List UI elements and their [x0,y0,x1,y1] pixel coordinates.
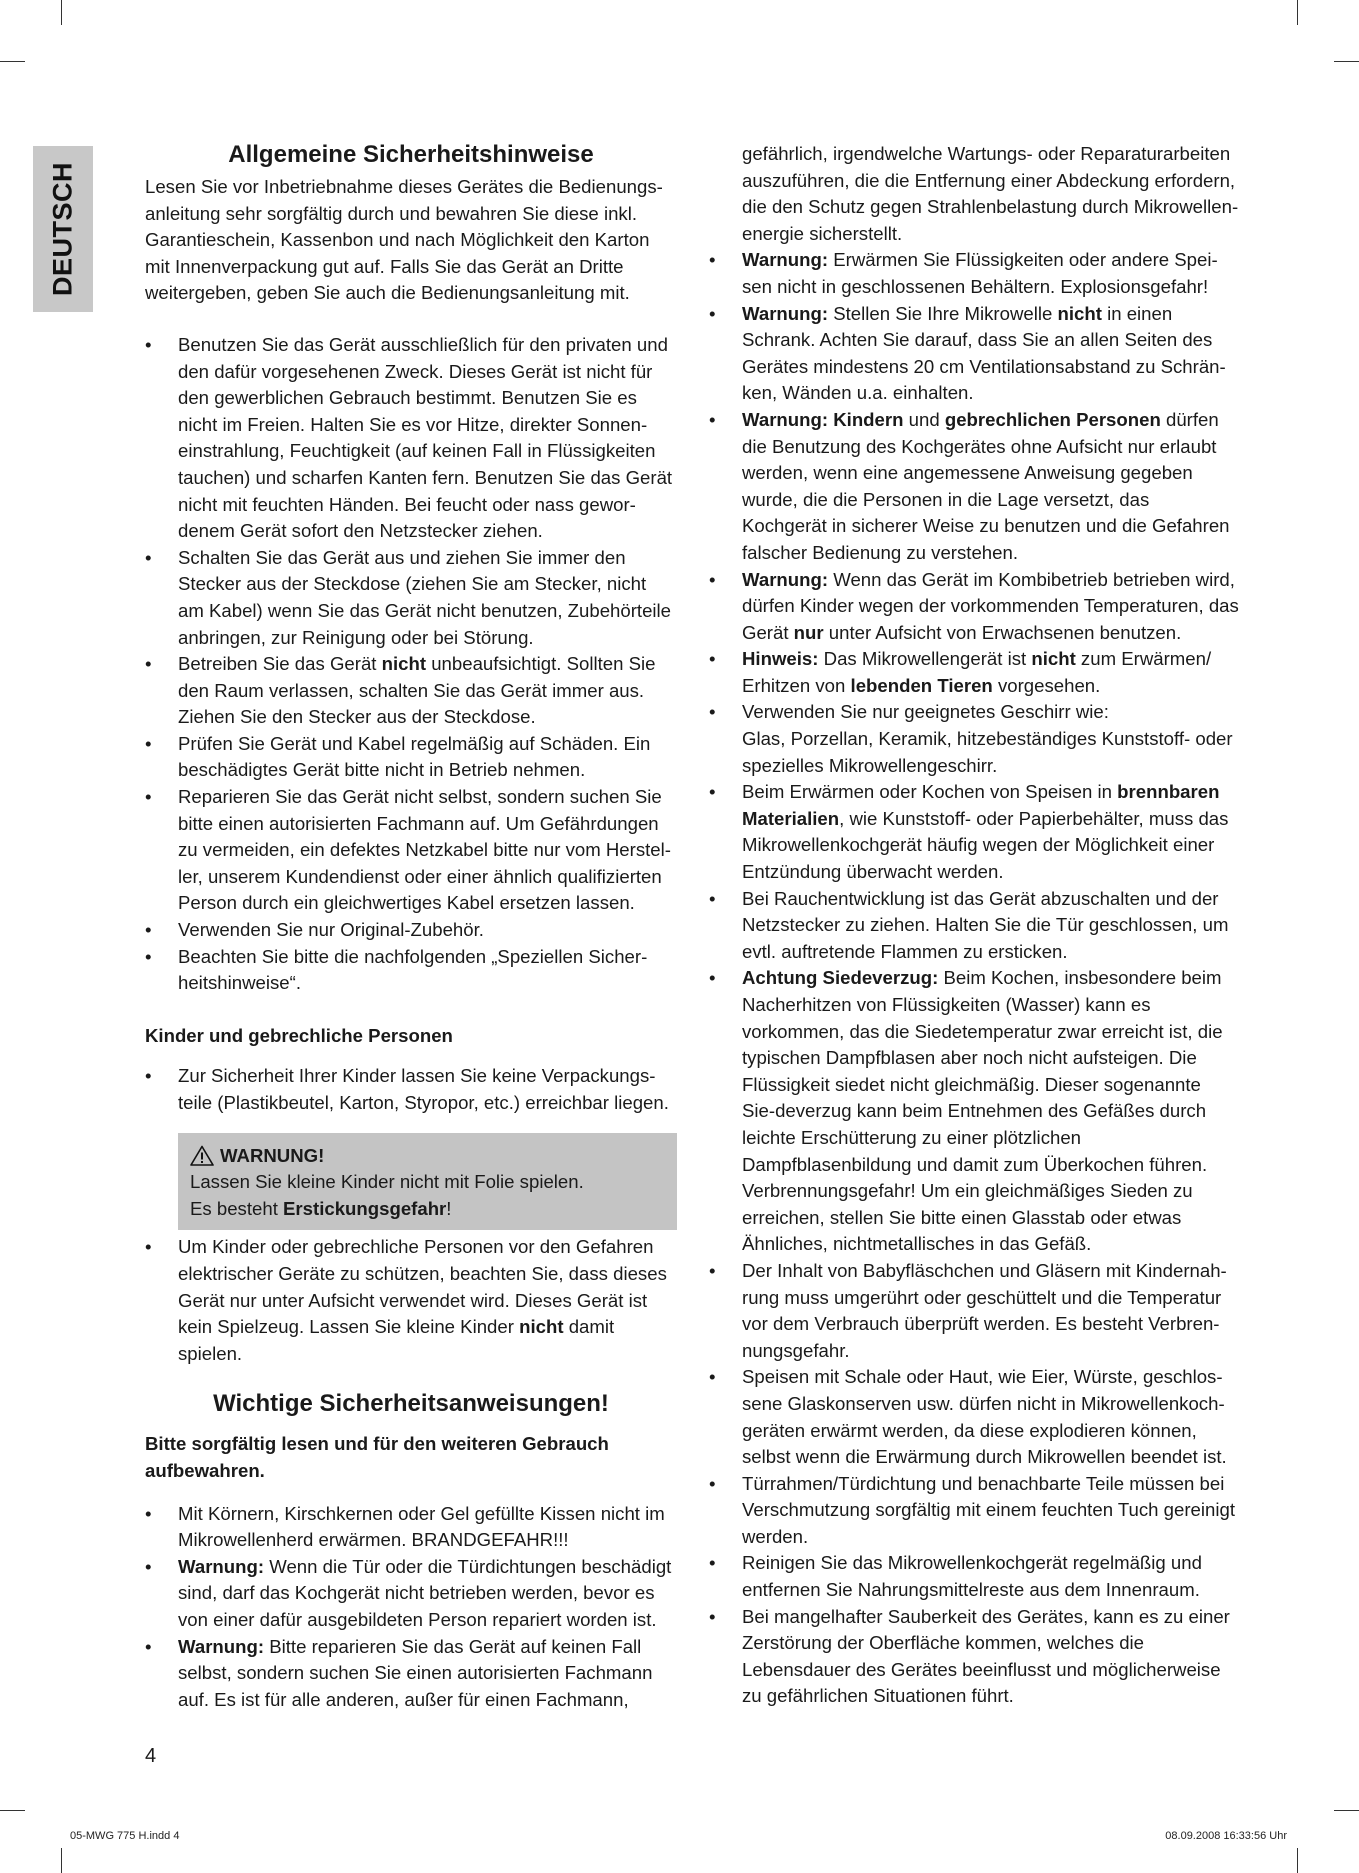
list-item: • Warnung: Kindern und gebrechlichen Personen dürfen die Benutzung des Kochgerätes ohne Aufsicht nur erlaubt werden, wenn eine angemessene Anweisung gegeben wurde, die die Personen in die Lage versetzt, das Kochgerät in sicherer Weise zu benutzen und die Gefahren falscher Bedienung zu verstehen. [709,407,1239,567]
list-item: • Warnung: Stellen Sie Ihre Mikrowelle nicht in einen Schrank. Achten Sie darauf, dass Sie an allen Seiten des Gerätes mindestens 20 cm Ventilationsabstand zu Schrän-ken, Wänden u.a. einhalten. [709,301,1239,407]
continued-paragraph: gefährlich, irgendwelche Wartungs- oder Reparaturarbeiten auszuführen, die die Entfernung einer Abdeckung erfordern, die den Schutz gegen Strahlenbelastung durch Mikrowellen-energie sicherstellt. [742,143,1239,244]
warning-box [178,1133,677,1231]
warning-header [190,1143,665,1170]
footer-timestamp: 08.09.2008 16:33:56 Uhr [1165,1830,1287,1842]
list-item: • Zur Sicherheit Ihrer Kinder lassen Sie keine Verpackungs-teile (Plastikbeutel, Karton, Styropor, etc.) erreichbar liegen. [145,1063,677,1116]
warning-triangle-icon [190,1145,214,1166]
crop-mark [0,61,25,62]
list-item: • Speisen mit Schale oder Haut, wie Eier, Würste, geschlos-sene Glaskonserven usw. dürfen nicht in Mikrowellenkoch-geräten erwärmt werden, da diese explodieren können, selbst wenn die Erwärmung durch Mikrowellen beendet ist. [709,1364,1239,1470]
list-item: • Hinweis: Das Mikrowellengerät ist nicht zum Erwärmen/ Erhitzen von lebenden Tieren vorgesehen. [709,646,1239,699]
list-item: • Schalten Sie das Gerät aus und ziehen Sie immer den Stecker aus der Steckdose (ziehen Sie am Stecker, nicht am Kabel) wenn Sie das Gerät nicht benutzen, Zubehörteile anbringen, zur Reinigung oder bei Störung. [145,545,677,651]
list-item: • Achtung Siedeverzug: Beim Kochen, insbesondere beim Nacherhitzen von Flüssigkeiten (Wasser) kann es vorkommen, das die Siedetemperatur zwar erreicht ist, die typischen Dampfblasen aber noch nicht aufsteigen. Die Flüssigkeit siedet nicht gleichmäßig. Dieser sogenannte Sie-deverzug kann beim Entnehmen des Gefäßes durch leichte Erschütterung zu einer plötzlichen Dampfblasenbildung und damit zum Überkochen führen. Verbrennungsgefahr! Um ein gleichmäßiges Sieden zu erreichen, stellen Sie bitte einen Glasstab oder etwas Ähnliches, nichtmetallisches in das Gefäß. [709,965,1239,1258]
list-item: • Der Inhalt von Babyfläschchen und Gläsern mit Kindernah-rung muss umgerührt oder geschüttelt und die Temperatur vor dem Verbrauch überprüft werden. Es besteht Verbren-nungsgefahr. [709,1258,1239,1364]
crop-mark [1334,1810,1359,1811]
crop-mark [1297,1848,1298,1873]
children-list-2 [145,1234,677,1367]
language-tab-label: DEUTSCH [47,161,78,297]
footer-file-info: 05-MWG 775 H.indd 4 [70,1830,180,1842]
crop-mark [0,1810,25,1811]
list-item: • Betreiben Sie das Gerät nicht unbeaufsichtigt. Sollten Sie den Raum verlassen, schalten Sie das Gerät immer aus. Ziehen Sie den Stecker aus der Steckdose. [145,651,677,731]
intro-paragraph: Lesen Sie vor Inbetriebnahme dieses Gerätes die Bedienungs-anleitung sehr sorgfältig durch und bewahren Sie diese inkl. Garantieschein, Kassenbon und nach Möglichkeit den Karton mit Innenverpackung gut auf. Falls Sie das Gerät an Dritte weitergeben, geben Sie auch die Bedienungsanleitung mit. [145,176,663,304]
list-item: • Warnung: Wenn die Tür oder die Türdichtungen beschädigt sind, darf das Kochgerät nicht betrieben werden, bevor es von einer dafür ausgebildeten Person repariert worden ist. [145,1554,677,1634]
children-list [145,1063,677,1116]
warning-title: WARNUNG! [220,1144,325,1166]
important-list [145,1501,677,1714]
list-item: • Reparieren Sie das Gerät nicht selbst, sondern suchen Sie bitte einen autorisierten Fachmann auf. Um Gefährdungen zu vermeiden, ein defektes Netzkabel bitte nur vom Herstel-ler, unserem Kundendienst oder einer ähnlich qualifizierten Person durch ein gleichwertiges Kabel ersetzen lassen. [145,784,677,917]
section-subtitle: Bitte sorgfältig lesen und für den weiteren Gebrauch aufbewahren. [145,1433,609,1481]
list-item: • Benutzen Sie das Gerät ausschließlich für den privaten und den dafür vorgesehenen Zweck. Dieses Gerät ist nicht für den gewerblichen Gebrauch bestimmt. Benutzen Sie es nicht im Freien. Halten Sie es vor Hitze, direkter Sonnen-einstrahlung, Feuchtigkeit (auf keinen Fall in Flüssigkeiten tauchen) und scharfen Kanten fern. Benutzen Sie das Gerät nicht mit feuchten Händen. Bei feucht oder nass gewor-denem Gerät sofort den Netzstecker ziehen. [145,332,677,545]
crop-mark [61,1848,62,1873]
section-title-general-safety: Allgemeine Sicherheitshinweise [228,141,594,168]
list-item: • Prüfen Sie Gerät und Kabel regelmäßig auf Schäden. Ein beschädigtes Gerät bitte nicht in Betrieb nehmen. [145,731,677,784]
list-item: • Verwenden Sie nur Original-Zubehör. [145,917,677,944]
list-item: • Reinigen Sie das Mikrowellenkochgerät regelmäßig und entfernen Sie Nahrungsmittelreste aus dem Innenraum. [709,1550,1239,1603]
list-item: • Um Kinder oder gebrechliche Personen vor den Gefahren elektrischer Geräte zu schützen, beachten Sie, dass dieses Gerät nur unter Aufsicht verwendet wird. Dieses Gerät ist kein Spielzeug. Lassen Sie kleine Kinder nicht damit spielen. [145,1234,677,1367]
left-column [145,140,677,1713]
list-item: • Bei Rauchentwicklung ist das Gerät abzuschalten und der Netzstecker zu ziehen. Halten Sie die Tür geschlossen, um evtl. auftretende Flammen zu ersticken. [709,886,1239,966]
list-item: • Mit Körnern, Kirschkernen oder Gel gefüllte Kissen nicht im Mikrowellenherd erwärmen. BRANDGEFAHR!!! [145,1501,677,1554]
right-list [709,247,1239,1710]
list-item: • Bei mangelhafter Sauberkeit des Gerätes, kann es zu einer Zerstörung der Oberfläche kommen, welches die Lebensdauer des Gerätes beeinflusst und möglicherweise zu gefährlichen Situationen führt. [709,1604,1239,1710]
language-tab [33,146,93,312]
warning-line-1: Lassen Sie kleine Kinder nicht mit Folie spielen. [190,1171,584,1193]
general-safety-list [145,332,677,997]
list-item: • Warnung: Erwärmen Sie Flüssigkeiten oder andere Spei-sen nicht in geschlossenen Behältern. Explosionsgefahr! [709,247,1239,300]
list-item: • Verwenden Sie nur geeignetes Geschirr wie: Glas, Porzellan, Keramik, hitzebeständiges Kunststoff- oder spezielles Mikrowellengeschirr. [709,699,1239,779]
children-heading: Kinder und gebrechliche Personen [145,1024,453,1046]
page-number: 4 [145,1745,157,1767]
list-item: • Warnung: Wenn das Gerät im Kombibetrieb betrieben wird, dürfen Kinder wegen der vorkommenden Temperaturen, das Gerät nur unter Aufsicht von Erwachsenen benutzen. [709,567,1239,647]
crop-mark [61,0,62,25]
crop-mark [1334,61,1359,62]
list-item: • Türrahmen/Türdichtung und benachbarte Teile müssen bei Verschmutzung sorgfältig mit einem feuchten Tuch gereinigt werden. [709,1471,1239,1551]
right-column [709,141,1239,1710]
list-item: • Beachten Sie bitte die nachfolgenden „Speziellen Sicher-heitshinweise“. [145,944,677,997]
list-item: • Beim Erwärmen oder Kochen von Speisen in brennbaren Materialien, wie Kunststoff- oder Papierbehälter, muss das Mikrowellenkochgerät häufig wegen der Möglichkeit einer Entzündung überwacht werden. [709,779,1239,885]
crop-mark [1297,0,1298,25]
list-item: • Warnung: Bitte reparieren Sie das Gerät auf keinen Fall selbst, sondern suchen Sie einen autorisierten Fachmann auf. Es ist für alle anderen, außer für einen Fachmann, [145,1634,677,1714]
warning-line-2: Es besteht Erstickungsgefahr! [190,1197,452,1219]
section-title-important-instructions: Wichtige Sicherheitsanweisungen! [213,1390,609,1418]
